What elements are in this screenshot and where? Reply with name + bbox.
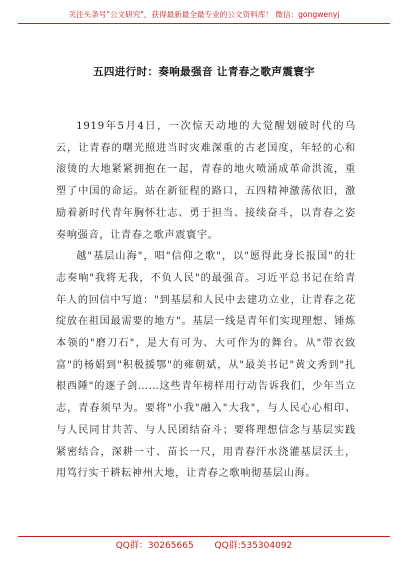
document-title: 五四进行时：奏响最强音 让青春之歌声震寰宇 [92,66,316,78]
header-banner: 关注头条号"公文研究"，获得最新最全最专业的公文资料库！ 微信：gongwenyj [68,10,340,19]
footer-contacts [0,539,408,553]
document-body [56,116,356,485]
header-divider [18,23,390,24]
body-paragraph-2: 越"基层山海"，唱"信仰之歌"，以"愿得此身长报国"的壮志奏响"我将无我，不负人民"的最强音。习近平总书记在给青年人的回信中写道："到基层和人民中去建功立业，让青春之花绽放在祖国最需要的地方"。基层一线是青年们实现理想、锤炼本领的"磨刀石"，是大有可为、大可作为的舞台。从"带衣致富"的杨娟到"积极援鄂"的雍朝斌，从"最美书记"黄文秀到"扎根西陲"的逐子剑……这些青年榜样用行动告诉我们，少年当立志，青春须早为。要将"小我"融入"大我"，与人民心心相印、与人民同甘共苦、与人民团结奋斗；要将理想信念与基层实践紧密结合，深耕一寸、苗长一尺，用青春汗水浇灌基层沃土，用笃行实干耕耘神州大地，让青春之歌响彻基层山海。 [56,251,356,480]
footer-qq-group-2: QQ群:535304092 [214,541,293,551]
footer-qq-group-1: QQ群：30265665 [115,541,194,551]
footer-divider [18,536,390,537]
body-paragraph-1: 1919年5月4日，一次惊天动地的大觉醒划破时代的乌云，让青春的曙光照进当时灾难深重的古老国度，年轻的心和滚烫的大地紧紧拥抱在一起，青春的地火喷涌成革命洪流，重塑了中国的命运。站在新征程的路口，五四精神激荡依旧，激励着新时代青年胸怀壮志、勇于担当、接续奋斗，以青春之姿奏响强音，让青春之歌声震寰宇。 [56,121,356,241]
